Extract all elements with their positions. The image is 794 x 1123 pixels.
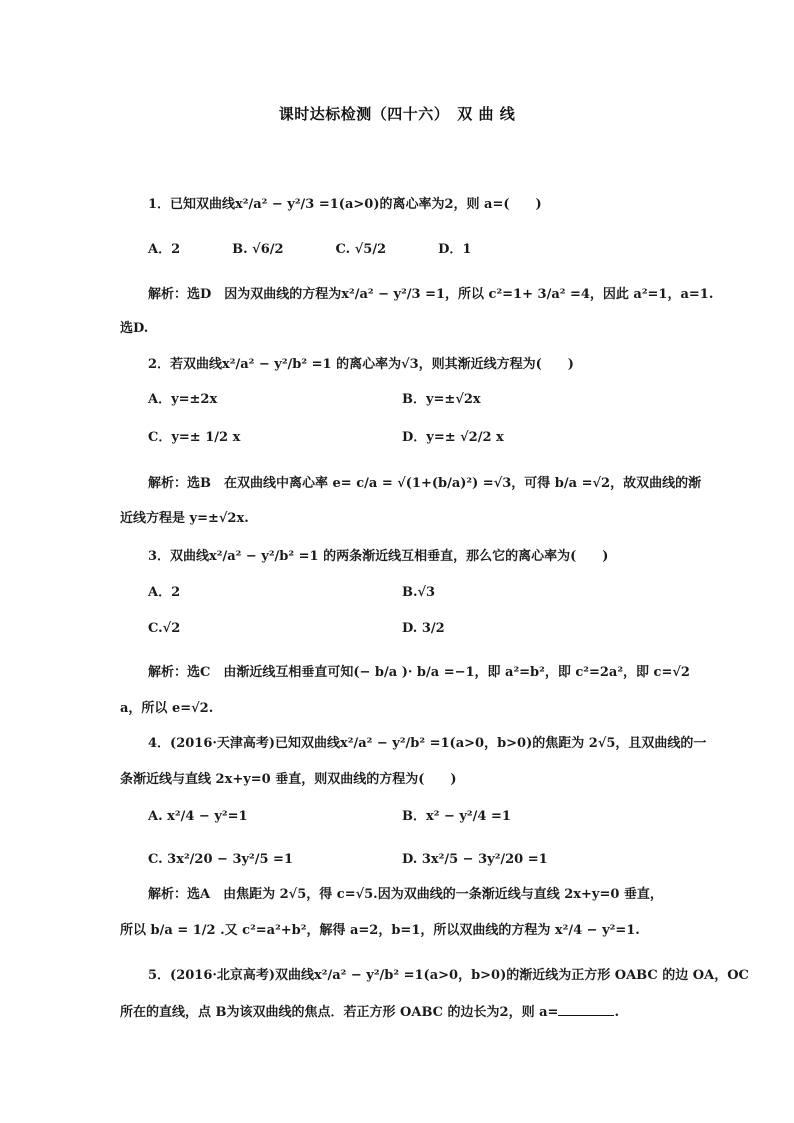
question-3-option-a: A．2 [148,585,181,600]
question-3: 3．双曲线x²/a² − y²/b² =1 的两条渐近线互相垂直，那么它的离心率为( ) [148,549,609,564]
question-4-option-a: A. x²/4 − y²=1 [148,809,248,824]
answer-blank [558,1003,614,1016]
question-4-solution: 解析：选A 由焦距为 2√5，得 c=√5.因为双曲线的一条渐近线与直线 2x+y=0 垂直， [148,887,663,902]
question-3-option-b: B.√3 [402,585,436,600]
page-title: 课时达标检测（四十六） 双 曲 线 [278,105,516,123]
question-4-cont: 条渐近线与直线 2x+y=0 垂直，则双曲线的方程为( ) [120,772,457,787]
question-2-option-b: B．y=±√2x [402,392,481,407]
question-1: 1．已知双曲线x²/a² − y²/3 =1(a>0)的离心率为2，则 a=( ) [148,197,542,212]
question-4-option-c: C. 3x²/20 − 3y²/5 =1 [148,852,293,867]
question-2-option-c: C．y=± 1/2 x [148,430,241,445]
question-1-options: A．2 B. √6/2 C. √5/2 D．1 [148,242,472,257]
question-2-solution-cont: 近线方程是 y=±√2x. [120,511,249,526]
question-3-option-c: C.√2 [148,621,181,636]
question-4-solution-cont: 所以 b/a = 1/2 .又 c²=a²+b²，解得 a=2，b=1，所以双曲线的方程为 x²/4 − y²=1. [120,923,640,938]
question-2-solution: 解析：选B 在双曲线中离心率 e= c/a = √(1+(b/a)²) =√3，可得 b/a =√2，故双曲线的渐 [148,476,702,491]
question-4-option-d: D. 3x²/5 − 3y²/20 =1 [402,852,548,867]
question-3-solution: 解析：选C 由渐近线互相垂直可知(− b/a )· b/a =−1，即 a²=b²，即 c²=2a²，即 c=√2 [148,665,690,680]
question-5-text: 所在的直线，点 B为该双曲线的焦点．若正方形 OABC 的边长为2，则 a= [120,1005,559,1020]
question-1-solution-cont: 选D. [120,321,149,336]
question-3-solution-cont: a，所以 e=√2. [120,701,214,716]
question-5-cont: 所在的直线，点 B为该双曲线的焦点．若正方形 OABC 的边长为2，则 a= . [120,1005,619,1020]
question-2-option-d: D．y=± √2/2 x [402,430,504,445]
question-2: 2．若双曲线x²/a² − y²/b² =1 的离心率为√3，则其渐近线方程为( ) [148,357,574,372]
question-3-option-d: D. 3/2 [402,621,445,636]
question-2-option-a: A．y=±2x [148,392,218,407]
question-1-solution: 解析：选D 因为双曲线的方程为x²/a² − y²/3 =1，所以 c²=1+ 3/a² =4，因此 a²=1，a=1. [148,287,714,302]
question-4-option-b: B．x² − y²/4 =1 [402,809,511,824]
question-4: 4．(2016·天津高考)已知双曲线x²/a² − y²/b² =1(a>0，b>0)的焦距为 2√5，且双曲线的一 [148,736,707,751]
question-5: 5．(2016·北京高考)双曲线x²/a² − y²/b² =1(a>0，b>0)的渐近线为正方形 OABC 的边 OA，OC [148,968,749,983]
